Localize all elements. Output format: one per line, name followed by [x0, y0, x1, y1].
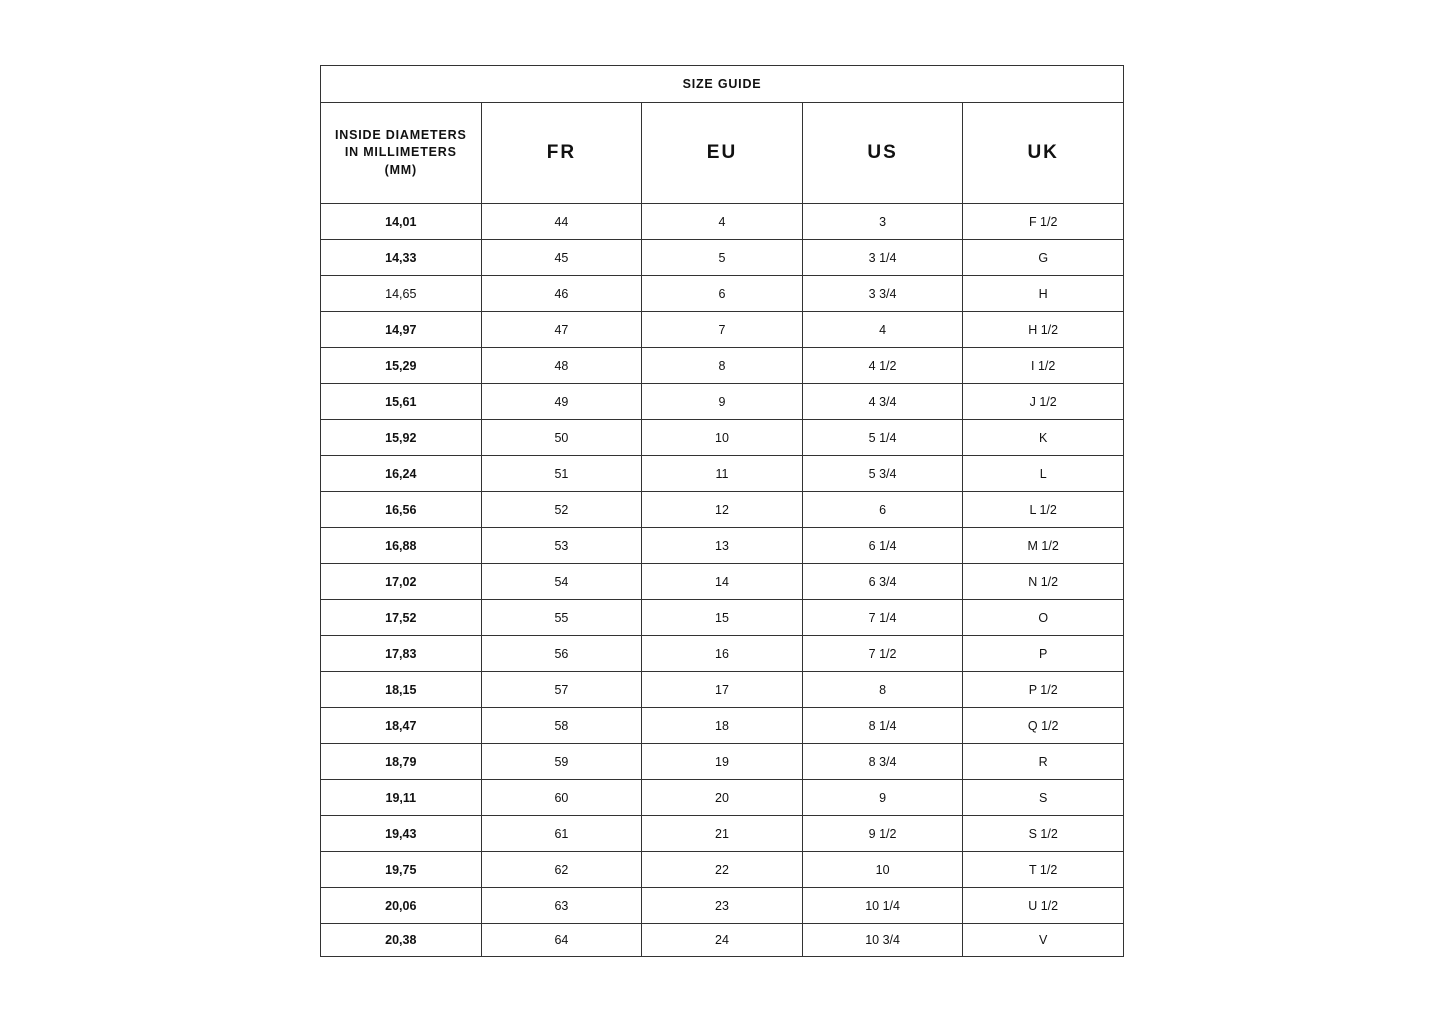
cell-fr: 51 [481, 456, 642, 492]
cell-fr: 45 [481, 240, 642, 276]
cell-eu: 16 [642, 636, 803, 672]
cell-mm: 16,88 [321, 528, 482, 564]
cell-mm: 20,38 [321, 924, 482, 957]
cell-fr: 59 [481, 744, 642, 780]
table-row [321, 852, 1124, 888]
cell-uk: V [963, 924, 1124, 957]
cell-eu: 21 [642, 816, 803, 852]
cell-uk: O [963, 600, 1124, 636]
cell-eu: 8 [642, 348, 803, 384]
header-mm-line: INSIDE DIAMETERS [335, 127, 467, 142]
table-row [321, 492, 1124, 528]
cell-uk: K [963, 420, 1124, 456]
table-row [321, 312, 1124, 348]
cell-uk: F 1/2 [963, 204, 1124, 240]
cell-uk: J 1/2 [963, 384, 1124, 420]
cell-us: 3 1/4 [802, 240, 963, 276]
cell-eu: 6 [642, 276, 803, 312]
cell-uk: I 1/2 [963, 348, 1124, 384]
cell-eu: 13 [642, 528, 803, 564]
cell-mm: 18,79 [321, 744, 482, 780]
table-row [321, 672, 1124, 708]
cell-mm: 20,06 [321, 888, 482, 924]
cell-us: 7 1/2 [802, 636, 963, 672]
cell-mm: 17,83 [321, 636, 482, 672]
cell-us: 6 1/4 [802, 528, 963, 564]
cell-uk: U 1/2 [963, 888, 1124, 924]
cell-eu: 12 [642, 492, 803, 528]
cell-us: 4 3/4 [802, 384, 963, 420]
cell-fr: 60 [481, 780, 642, 816]
cell-fr: 50 [481, 420, 642, 456]
cell-eu: 5 [642, 240, 803, 276]
cell-us: 8 [802, 672, 963, 708]
cell-eu: 15 [642, 600, 803, 636]
cell-fr: 46 [481, 276, 642, 312]
cell-us: 6 [802, 492, 963, 528]
cell-fr: 57 [481, 672, 642, 708]
cell-eu: 22 [642, 852, 803, 888]
cell-eu: 17 [642, 672, 803, 708]
table-row [321, 276, 1124, 312]
cell-fr: 62 [481, 852, 642, 888]
cell-mm: 14,65 [321, 276, 482, 312]
cell-uk: P [963, 636, 1124, 672]
cell-uk: L 1/2 [963, 492, 1124, 528]
cell-mm: 16,24 [321, 456, 482, 492]
header-uk: UK [963, 103, 1124, 204]
cell-uk: Q 1/2 [963, 708, 1124, 744]
cell-fr: 44 [481, 204, 642, 240]
cell-fr: 55 [481, 600, 642, 636]
cell-fr: 48 [481, 348, 642, 384]
cell-uk: S [963, 780, 1124, 816]
cell-fr: 52 [481, 492, 642, 528]
cell-eu: 19 [642, 744, 803, 780]
cell-fr: 61 [481, 816, 642, 852]
cell-us: 4 [802, 312, 963, 348]
header-row [321, 103, 1124, 204]
cell-us: 10 3/4 [802, 924, 963, 957]
cell-us: 8 1/4 [802, 708, 963, 744]
cell-uk: G [963, 240, 1124, 276]
cell-us: 5 1/4 [802, 420, 963, 456]
header-inside-diameters [321, 103, 482, 204]
cell-uk: H 1/2 [963, 312, 1124, 348]
cell-uk: L [963, 456, 1124, 492]
table-row [321, 888, 1124, 924]
title-row [321, 66, 1124, 103]
cell-mm: 18,15 [321, 672, 482, 708]
table-row [321, 420, 1124, 456]
cell-us: 10 1/4 [802, 888, 963, 924]
cell-mm: 15,61 [321, 384, 482, 420]
cell-mm: 19,11 [321, 780, 482, 816]
cell-mm: 15,29 [321, 348, 482, 384]
cell-eu: 7 [642, 312, 803, 348]
cell-uk: P 1/2 [963, 672, 1124, 708]
cell-eu: 24 [642, 924, 803, 957]
cell-eu: 20 [642, 780, 803, 816]
cell-mm: 14,33 [321, 240, 482, 276]
cell-us: 10 [802, 852, 963, 888]
cell-us: 3 3/4 [802, 276, 963, 312]
cell-us: 9 1/2 [802, 816, 963, 852]
table-title: SIZE GUIDE [321, 66, 1124, 103]
cell-us: 4 1/2 [802, 348, 963, 384]
header-mm-line: (MM) [384, 162, 417, 177]
table-row [321, 636, 1124, 672]
cell-uk: S 1/2 [963, 816, 1124, 852]
table-row [321, 564, 1124, 600]
table-row [321, 204, 1124, 240]
cell-fr: 58 [481, 708, 642, 744]
table-row [321, 816, 1124, 852]
cell-fr: 64 [481, 924, 642, 957]
cell-eu: 9 [642, 384, 803, 420]
cell-eu: 14 [642, 564, 803, 600]
cell-us: 8 3/4 [802, 744, 963, 780]
table-row [321, 924, 1124, 957]
cell-fr: 53 [481, 528, 642, 564]
table-row [321, 744, 1124, 780]
cell-fr: 49 [481, 384, 642, 420]
cell-mm: 19,43 [321, 816, 482, 852]
cell-uk: R [963, 744, 1124, 780]
cell-us: 5 3/4 [802, 456, 963, 492]
cell-eu: 4 [642, 204, 803, 240]
cell-mm: 14,01 [321, 204, 482, 240]
cell-eu: 23 [642, 888, 803, 924]
table-row [321, 348, 1124, 384]
cell-us: 6 3/4 [802, 564, 963, 600]
cell-mm: 17,52 [321, 600, 482, 636]
cell-mm: 19,75 [321, 852, 482, 888]
cell-fr: 56 [481, 636, 642, 672]
cell-uk: T 1/2 [963, 852, 1124, 888]
table-row [321, 240, 1124, 276]
cell-mm: 16,56 [321, 492, 482, 528]
cell-fr: 63 [481, 888, 642, 924]
cell-us: 7 1/4 [802, 600, 963, 636]
cell-fr: 54 [481, 564, 642, 600]
cell-us: 9 [802, 780, 963, 816]
header-mm-line: IN MILLIMETERS [344, 145, 457, 160]
cell-mm: 17,02 [321, 564, 482, 600]
size-guide-table [320, 65, 1124, 957]
table-row [321, 456, 1124, 492]
table-row [321, 384, 1124, 420]
cell-uk: N 1/2 [963, 564, 1124, 600]
table-row [321, 528, 1124, 564]
cell-mm: 14,97 [321, 312, 482, 348]
table-row [321, 780, 1124, 816]
table-row [321, 708, 1124, 744]
cell-eu: 18 [642, 708, 803, 744]
cell-mm: 15,92 [321, 420, 482, 456]
cell-mm: 18,47 [321, 708, 482, 744]
cell-uk: M 1/2 [963, 528, 1124, 564]
table-row [321, 600, 1124, 636]
cell-us: 3 [802, 204, 963, 240]
cell-fr: 47 [481, 312, 642, 348]
header-eu: EU [642, 103, 803, 204]
cell-uk: H [963, 276, 1124, 312]
header-us: US [802, 103, 963, 204]
header-fr: FR [481, 103, 642, 204]
cell-eu: 11 [642, 456, 803, 492]
cell-eu: 10 [642, 420, 803, 456]
